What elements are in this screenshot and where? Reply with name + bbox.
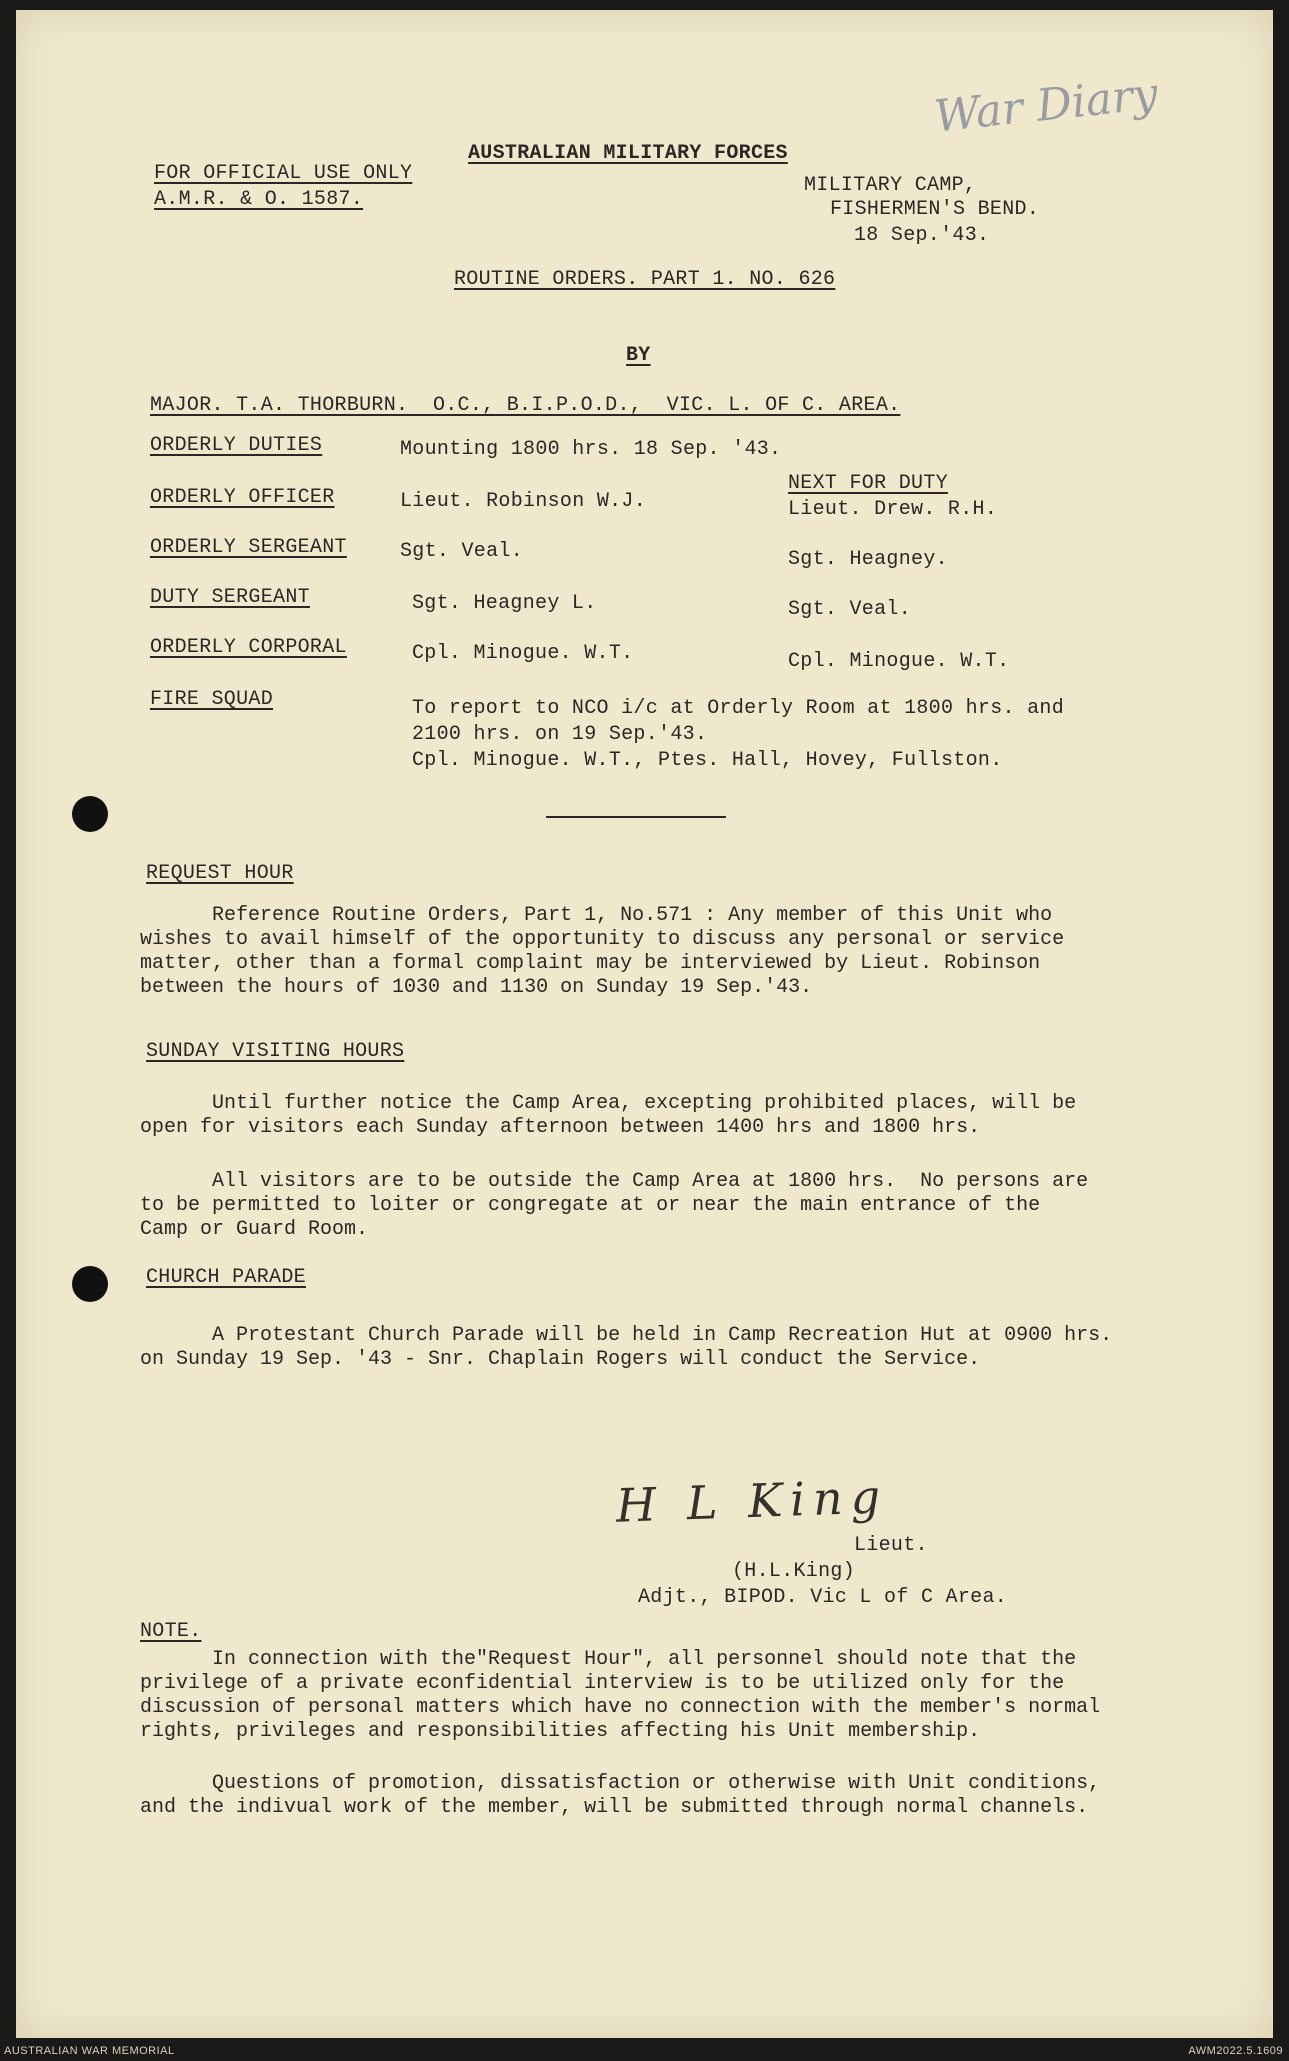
church-paragraph: A Protestant Church Parade will be held in Camp Recreation Hut at 0900 hrs. on Sunday 19 Sep. '43 - Snr. Chaplain Rogers will conduct the Service. <box>140 1324 1113 1371</box>
duty-label-orderly-duties: ORDERLY DUTIES <box>150 434 323 457</box>
footer-accession-number: AWM2022.5.1609 <box>1188 2045 1283 2057</box>
next-for-duty-label: NEXT FOR DUTY <box>788 472 948 495</box>
note-paragraph-2: Questions of promotion, dissatisfaction or otherwise with Unit conditions, and the indivual work of the member, will be submitted through normal channels. <box>140 1772 1101 1819</box>
signature-title: Adjt., BIPOD. Vic L of C Area. <box>638 1586 1008 1609</box>
duty-value-fire-squad: To report to NCO i/c at Orderly Room at 1800 hrs. and 2100 hrs. on 19 Sep.'43. Cpl. Minogue. W.T., Ptes. Hall, Hovey, Fullston. <box>412 697 1065 772</box>
punch-hole-upper <box>72 796 108 832</box>
section-divider <box>546 816 726 818</box>
duty-next-duty-sergeant: Sgt. Veal. <box>788 598 912 621</box>
duty-value-orderly-sergeant: Sgt. Veal. <box>400 540 524 563</box>
duty-label-duty-sergeant: DUTY SERGEANT <box>150 586 310 609</box>
request-hour-paragraph: Reference Routine Orders, Part 1, No.571 : Any member of this Unit who wishes to avail himself of the opportunity to discuss any personal or service matter, other than a formal complaint may be interviewed by Lieut. Robinson between the hours of 1030 and 1130 on Sunday 19 Sep.'43. <box>140 904 1065 999</box>
official-use-line: FOR OFFICIAL USE ONLY <box>154 162 413 185</box>
header-date: 18 Sep.'43. <box>854 224 990 247</box>
note-heading: NOTE. <box>140 1620 202 1643</box>
camp-name: MILITARY CAMP, <box>804 174 977 197</box>
duty-value-orderly-corporal: Cpl. Minogue. W.T. <box>412 642 634 665</box>
duty-next-orderly-officer: Lieut. Drew. R.H. <box>788 498 998 521</box>
note-paragraph-1: In connection with the"Request Hour", all personnel should note that the privilege of a private econfidential interview is to be utilized only for the discussion of personal matters which have no connection with the member's normal rights, privileges and responsibilities affecting his Unit membership. <box>140 1648 1101 1743</box>
visiting-paragraph-2: All visitors are to be outside the Camp Area at 1800 hrs. No persons are to be permitted to loiter or congregate at or near the main entrance of the Camp or Guard Room. <box>140 1170 1089 1241</box>
signature-rank: Lieut. <box>854 1534 928 1557</box>
duty-label-orderly-corporal: ORDERLY CORPORAL <box>150 636 347 659</box>
footer-institution: AUSTRALIAN WAR MEMORIAL <box>4 2045 175 2057</box>
duty-value-orderly-duties: Mounting 1800 hrs. 18 Sep. '43. <box>400 438 782 461</box>
document-page <box>16 10 1273 2038</box>
duty-label-fire-squad: FIRE SQUAD <box>150 688 274 711</box>
duty-value-duty-sergeant: Sgt. Heagney L. <box>412 592 597 615</box>
duty-next-orderly-corporal: Cpl. Minogue. W.T. <box>788 650 1010 673</box>
heading-visiting-hours: SUNDAY VISITING HOURS <box>146 1040 405 1063</box>
heading-request-hour: REQUEST HOUR <box>146 862 294 885</box>
duty-value-orderly-officer: Lieut. Robinson W.J. <box>400 490 647 513</box>
duty-label-orderly-officer: ORDERLY OFFICER <box>150 486 335 509</box>
signature-handwriting: H L King <box>615 1469 889 1533</box>
heading-church-parade: CHURCH PARADE <box>146 1266 306 1289</box>
header-title: AUSTRALIAN MILITARY FORCES <box>468 142 788 165</box>
duty-label-orderly-sergeant: ORDERLY SERGEANT <box>150 536 347 559</box>
signature-name: (H.L.King) <box>732 1560 856 1583</box>
orders-title: ROUTINE ORDERS. PART 1. NO. 626 <box>454 268 836 291</box>
handwritten-note: War Diary <box>931 68 1161 143</box>
by-label: BY <box>626 344 651 367</box>
issuer-line: MAJOR. T.A. THORBURN. O.C., B.I.P.O.D., VIC. L. OF C. AREA. <box>150 394 901 417</box>
camp-location: FISHERMEN'S BEND. <box>830 198 1040 221</box>
visiting-paragraph-1: Until further notice the Camp Area, excepting prohibited places, will be open for visitors each Sunday afternoon between 1400 hrs and 1800 hrs. <box>140 1092 1077 1139</box>
regulation-ref: A.M.R. & O. 1587. <box>154 188 364 211</box>
duty-next-orderly-sergeant: Sgt. Heagney. <box>788 548 948 571</box>
punch-hole-lower <box>72 1266 108 1302</box>
